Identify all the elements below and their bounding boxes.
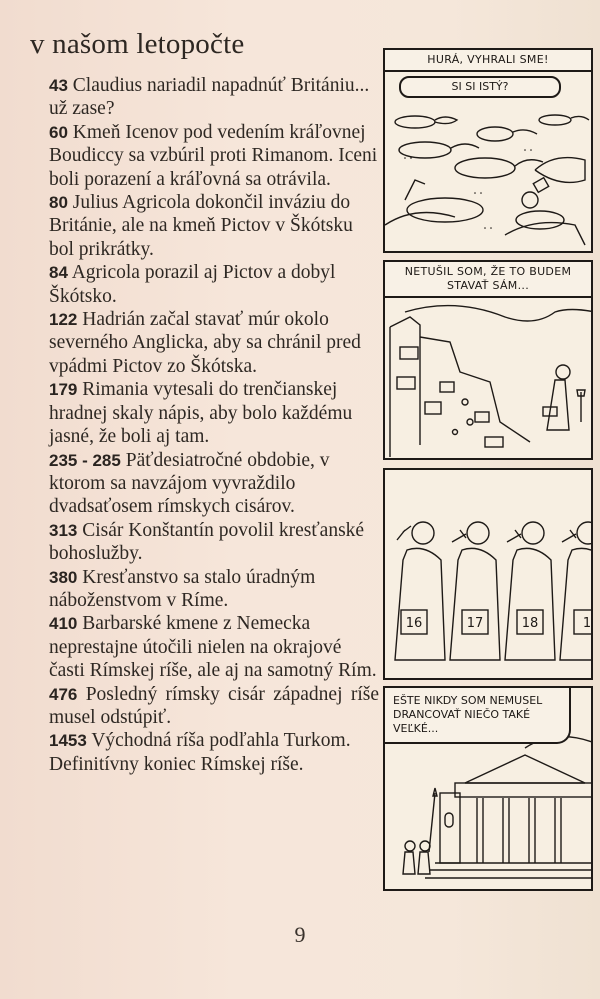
entry-text: Posledný rímsky cisár západnej ríše musel odstúpiť. (49, 683, 379, 728)
entry-year: 313 (49, 520, 78, 540)
entry-text: Barbarské kmene z Nemecka neprestajne útočili nielen na okrajové časti Rímskej ríše, ale aj na samotný Rím. (49, 613, 377, 682)
entry-text: Agricola porazil aj Pictov a dobyl Škótsko. (49, 262, 336, 307)
panel-caption: NETUŠIL SOM, ŽE TO BUDEM STAVAŤ SÁM... (385, 262, 591, 298)
timeline-entry (49, 308, 379, 378)
entry-year: 476 (49, 684, 78, 704)
panel-caption: HURÁ, VYHRALI SME! (385, 50, 591, 72)
timeline-entry (49, 683, 379, 730)
numbered-emperors-illustration (385, 470, 593, 680)
entry-text: Cisár Konštantín povolil kresťanské bohoslužby. (49, 519, 365, 565)
speech-bubble: SI SI ISTÝ? (399, 76, 561, 98)
emperor-number-16: 16 (405, 616, 423, 631)
timeline (49, 74, 379, 776)
comic-panel-wall (383, 260, 593, 460)
emperor-number-19: 1 (582, 616, 592, 631)
entry-year: 60 (49, 122, 68, 142)
entry-year: 380 (49, 567, 78, 587)
entry-text: Hadrián začal stavať múr okolo severného Anglicka, aby sa chránil pred vpádmi Pictov zo Škótska. (49, 309, 361, 377)
speech-bubble: EŠTE NIKDY SOM NEMUSEL DRANCOVAŤ NIEČO TAKÉ VEĽKÉ... (385, 688, 571, 744)
timeline-entry (49, 74, 379, 121)
entry-text: Kmeň Icenov pod vedením kráľovnej Boudiccy sa vzbúril proti Rimanom. Iceni boli porazení a kráľovná sa otrávila. (49, 121, 378, 190)
entry-text: Päťdesiatročné obdobie, v ktorom sa navzájom vyvraždilo dvadsaťosem rímskych cisárov. (49, 449, 330, 518)
timeline-entry (49, 519, 379, 566)
timeline-entry (49, 612, 379, 682)
entry-year: 122 (49, 310, 78, 330)
timeline-entry (49, 449, 379, 519)
entry-text: Kresťanstvo sa stalo úradným náboženstvom v Ríme. (49, 566, 316, 611)
comic-panel-emperors (383, 468, 593, 680)
entry-year: 410 (49, 614, 78, 634)
page-number: 9 (294, 922, 306, 947)
entry-year: 235 - 285 (49, 450, 121, 470)
timeline-entry (49, 191, 379, 261)
entry-text: Julius Agricola dokončil inváziu do Británie, ale na kmeň Pictov v Škótsku bol prikrátky. (49, 192, 353, 260)
entry-year: 179 (49, 380, 78, 400)
emperor-number-17: 17 (466, 616, 484, 631)
timeline-entry (49, 378, 379, 448)
entry-text: Claudius nariadil napadnúť Britániu... už zase? (49, 75, 370, 120)
entry-text: Východná ríša podľahla Turkom. Definitívny koniec Rímskej ríše. (49, 730, 351, 775)
comic-panel-temple (383, 686, 593, 891)
comic-panel-battlefield (383, 48, 593, 253)
timeline-entry (49, 261, 379, 308)
emperor-number-18: 18 (521, 616, 539, 631)
timeline-entry (49, 729, 379, 776)
entry-year: 80 (49, 193, 68, 213)
entry-year: 84 (49, 263, 68, 283)
entry-year: 1453 (49, 731, 87, 751)
timeline-entry (49, 566, 379, 613)
entry-year: 43 (49, 76, 68, 95)
hadrians-wall-illustration (385, 262, 593, 460)
entry-text: Rimania vytesali do trenčianskej hradnej skaly nápis, aby bolo každému jasné, že boli aj tam. (49, 379, 353, 448)
timeline-entry (49, 121, 379, 191)
page-title: v našom letopočte (30, 28, 245, 60)
